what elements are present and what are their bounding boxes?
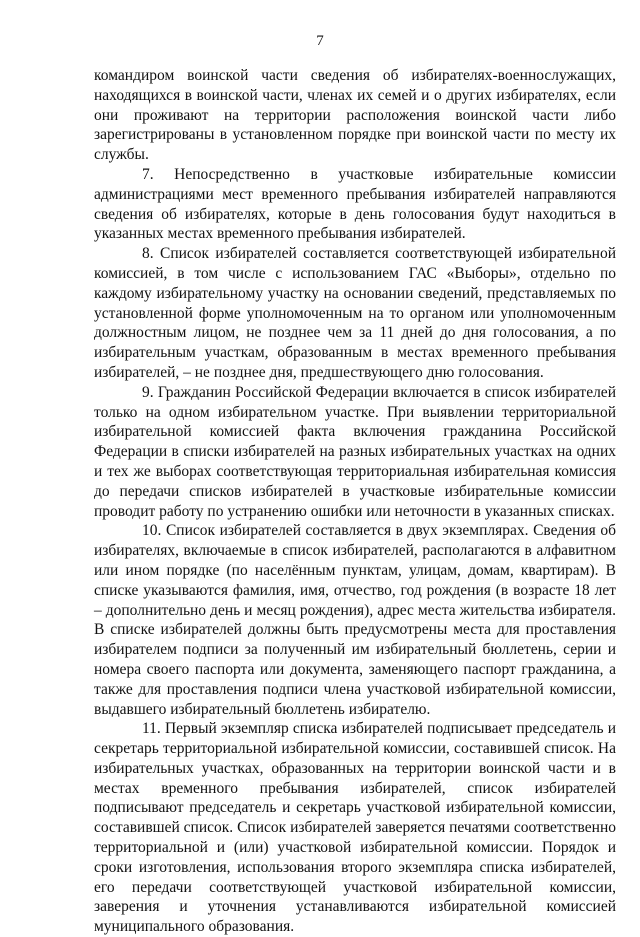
paragraph-item-10: 10. Список избирателей составляется в двух экземплярах. Сведения об избирателях, включаемые в список избирателей, располагаются в алфавитном или ином порядке (по населённым пунктам, улицам, домам, квартирам). В списке указываются фамилия, имя, отчество, год рождения (в возрасте 18 лет – дополнительно день и месяц рождения), адрес места жительства избирателя. В списке избирателей должны быть предусмотрены места для проставления избирателем подписи за полученный им избирательный бюллетень, серии и номера своего паспорта или документа, заменяющего паспорт гражданина, а также для проставления подписи члена участковой избирательной комиссии, выдавшего избирательный бюллетень избирателю. [94,522,616,718]
paragraph-continuation: командиром воинской части сведения об избирателях-военнослужащих, находящихся в воинской части, членах их семей и о других избирателях, если они проживают на территории расположения воинской части либо зарегистрированы в установленном порядке при воинской части по месту их службы. [94,67,616,164]
paragraph-item-7: 7. Непосредственно в участковые избирательные комиссии администрациями мест временного пребывания избирателей направляются сведения об избирателях, которые в день голосования будут находиться в указанных местах временного пребывания избирателей. [94,165,616,243]
document-body [94,66,616,937]
paragraph-item-9: 9. Гражданин Российской Федерации включается в список избирателей только на одном избирательном участке. При выявлении территориальной избирательной комиссией факта включения гражданина Российской Федерации в списки избирателей на разных избирательных участках на одних и тех же выборах соответствующая территориальная избирательная комиссия до передачи списков избирателей в участковые избирательные комиссии проводит работу по устранению ошибки или неточности в указанных списках. [94,383,616,520]
page-number: 7 [316,33,324,49]
paragraph-item-11: 11. Первый экземпляр списка избирателей подписывает председатель и секретарь территориальной избирательной комиссии, составившей список. На избирательных участках, образованных на территории воинской части и в местах временного пребывания избирателей, список избирателей подписывают председатель и секретарь участковой избирательной комиссии, составившей список. Список избирателей заверяется печатями соответственно территориальной и (или) участковой избирательной комиссии. Порядок и сроки изготовления, использования второго экземпляра списка избирателей, его передачи соответствующей участковой избирательной комиссии, заверения и уточнения устанавливаются избирательной комиссией муниципального образования. [94,720,616,936]
paragraph-item-8: 8. Список избирателей составляется соответствующей избирательной комиссией, в том числе с использованием ГАС «Выборы», отдельно по каждому избирательному участку на основании сведений, представляемых по установленной форме уполномоченным на то органом или уполномоченным должностным лицом, не позднее чем за 11 дней до дня голосования, а по избирательным участкам, образованным в местах временного пребывания избирателей, – не позднее дня, предшествующего дню голосования. [94,245,616,381]
